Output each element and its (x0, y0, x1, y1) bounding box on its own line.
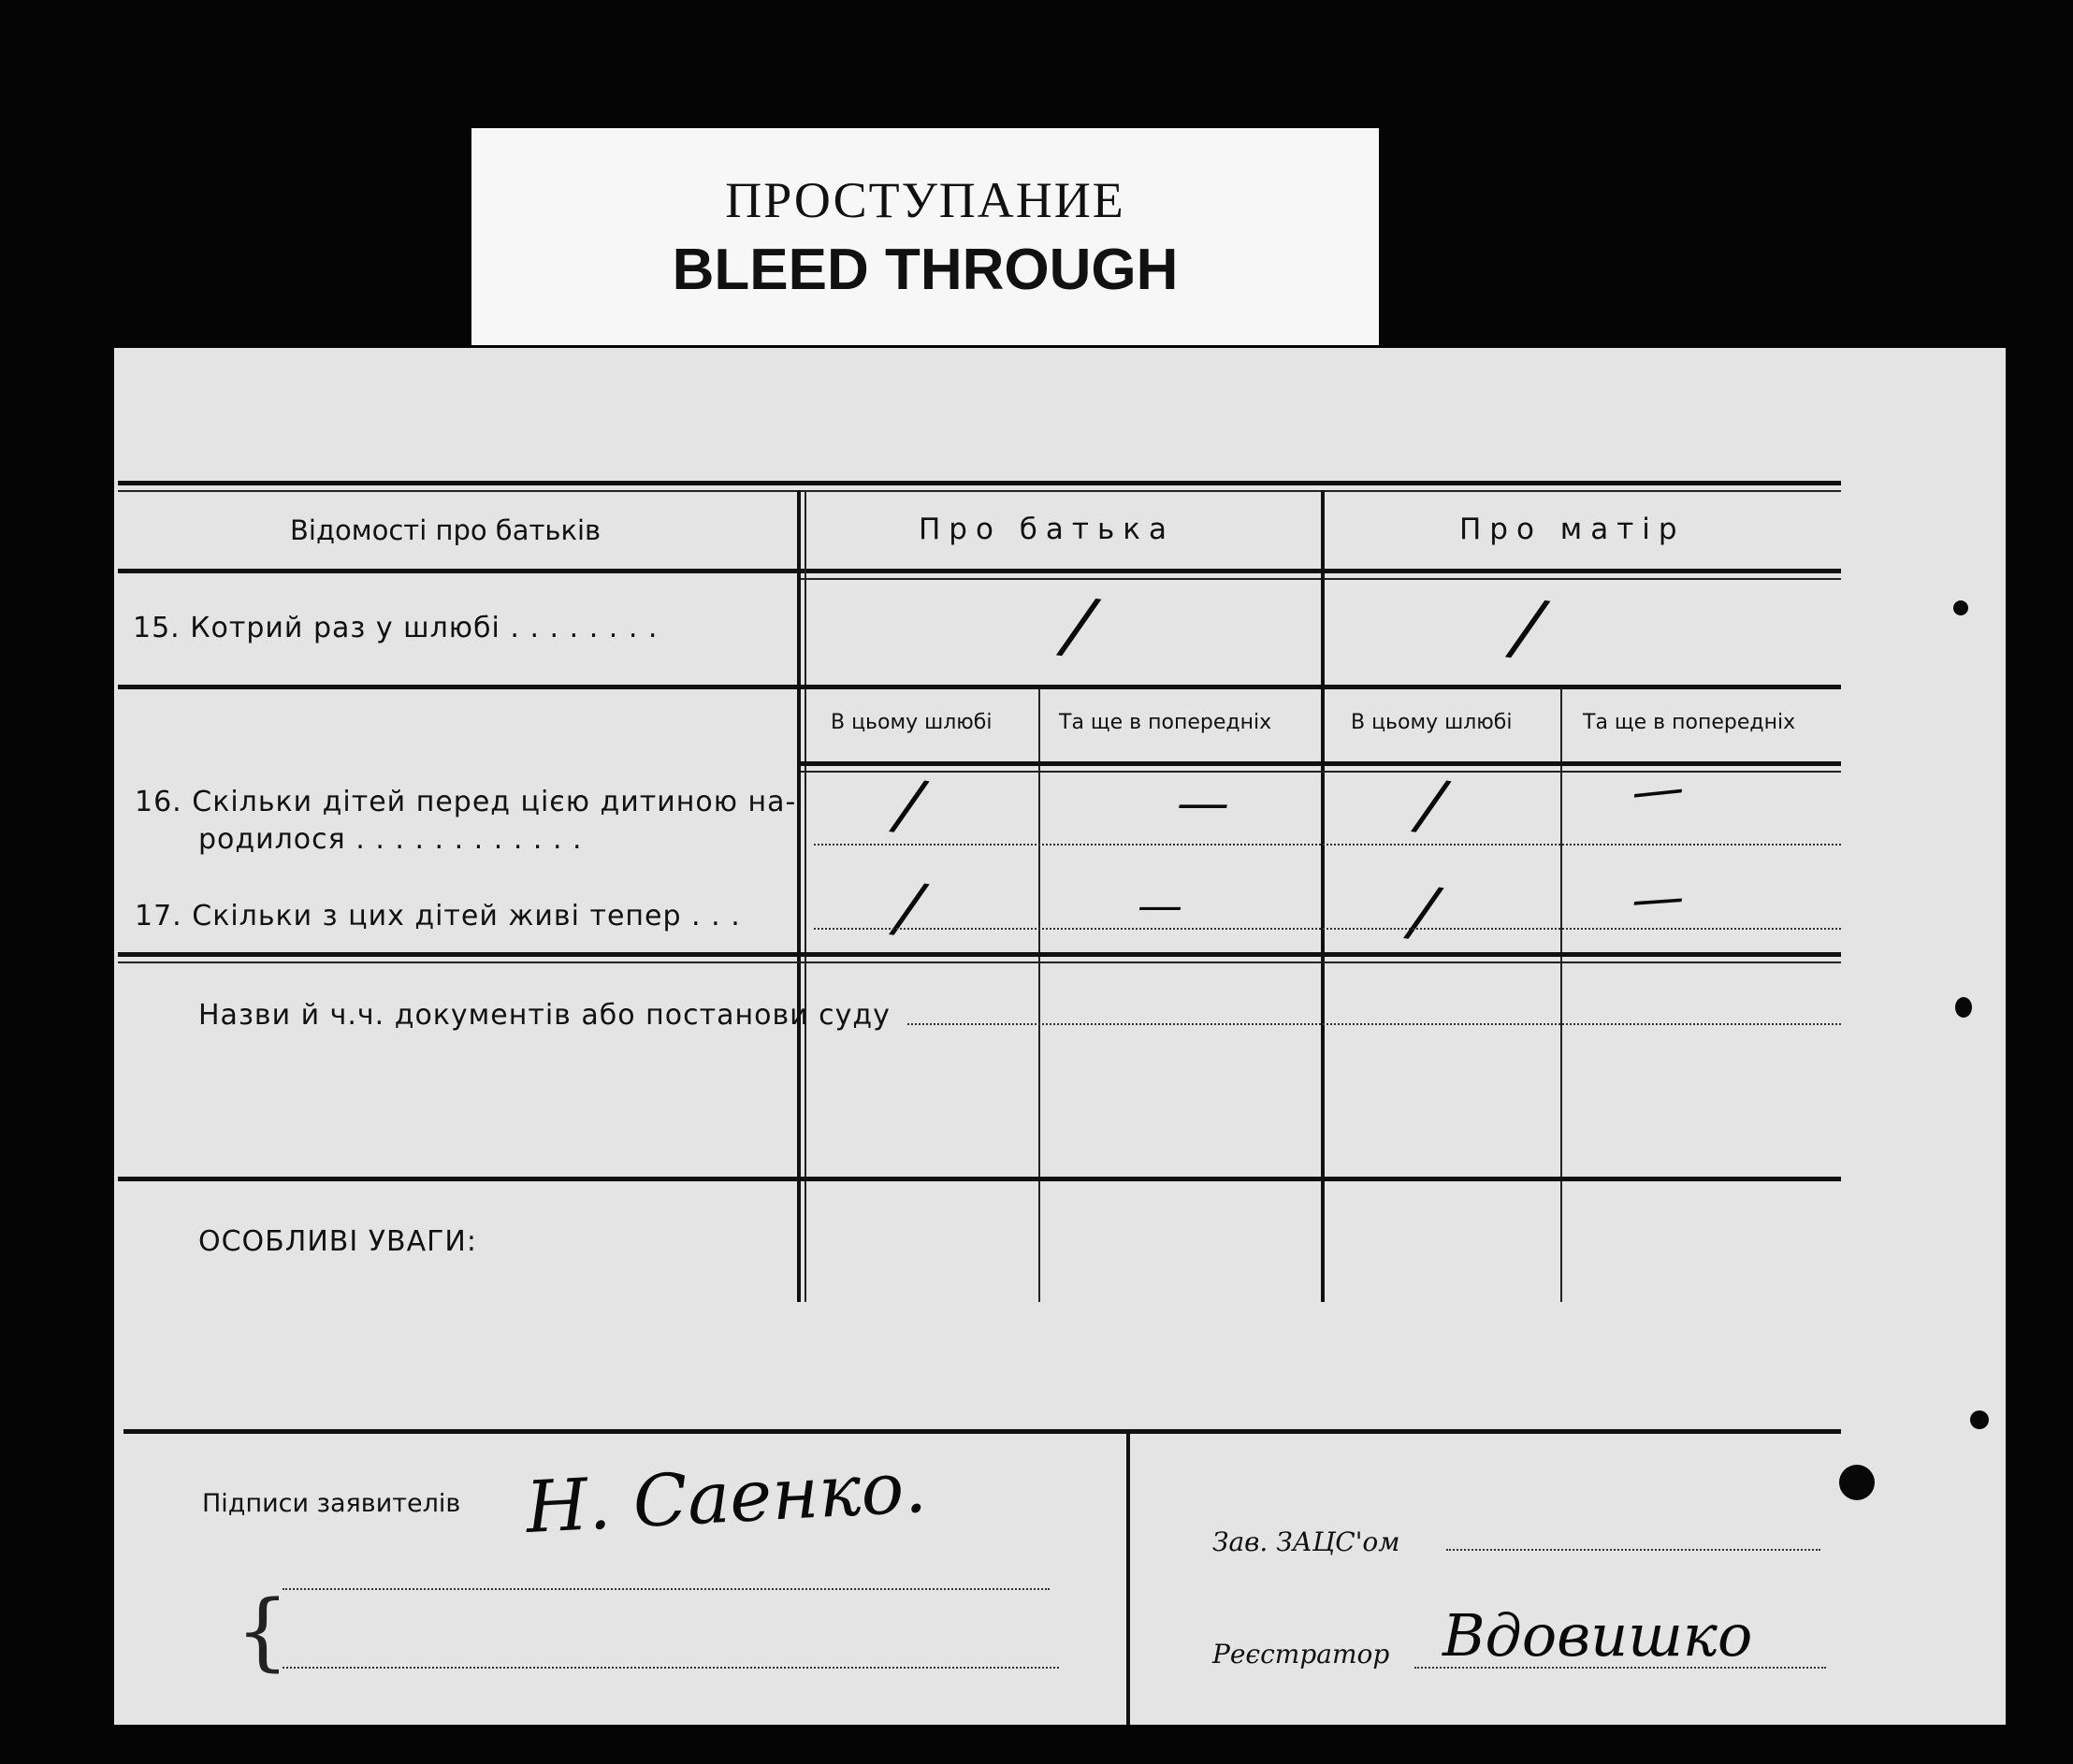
registrar-label: Реєстратор (1212, 1639, 1390, 1670)
punch-hole (1970, 1410, 1989, 1429)
remarks-rule (123, 1429, 1841, 1434)
row15-label: 15. Котрий раз у шлюбі . . . . . . . . (133, 612, 659, 644)
brace-icon: { (236, 1583, 290, 1681)
punch-hole (1953, 600, 1968, 615)
row17-dotted-rule (814, 928, 1841, 930)
row17-father-previous-value: — (1138, 879, 1182, 932)
row16-father-previous-value: — (1177, 773, 1229, 833)
subheader-rule-thin (801, 771, 1841, 773)
applicant-signature-line-2 (283, 1667, 1059, 1669)
row15-father-value: / (1060, 580, 1098, 671)
row16-label-line1: 16. Скільки дітей перед цією дитиною на- (135, 786, 797, 818)
row16-label-line2: родилося . . . . . . . . . . . . (198, 823, 583, 856)
applicant-signature: Н. Саенко. (523, 1444, 929, 1550)
registrar-signature-line (1414, 1667, 1826, 1669)
subheader-mother-this: В цьому шлюбі (1351, 711, 1513, 734)
row16-father-this-value: / (892, 763, 926, 846)
head-label: Зав. ЗАЦС'ом (1212, 1526, 1400, 1557)
punch-hole (1839, 1465, 1875, 1500)
header-rule (118, 569, 1841, 573)
row17-rule (118, 952, 1841, 957)
row15-rule (118, 685, 1841, 689)
signature-divider (1126, 1433, 1130, 1725)
row16-dotted-rule (814, 844, 1841, 846)
head-signature-line (1446, 1549, 1820, 1551)
punch-hole (1955, 997, 1972, 1018)
top-rule-thin (118, 490, 1841, 492)
top-rule (118, 481, 1841, 485)
subheader-mother-previous: Та ще в попередніх (1583, 711, 1796, 734)
bleed-through-label-card (471, 128, 1379, 345)
remarks-label: ОСОБЛИВІ УВАГИ: (198, 1225, 477, 1258)
row17-label: 17. Скільки з цих дітей живі тепер . . . (135, 900, 741, 933)
label-english: BLEED THROUGH (672, 238, 1179, 302)
documents-label: Назви й ч.ч. документів або постанови суду (198, 999, 891, 1032)
row16-mother-previous-value: — (1628, 757, 1688, 823)
subheader-rule (801, 761, 1841, 766)
row17-rule-thin (118, 962, 1841, 963)
registrar-signature: Вдовишко (1442, 1601, 1753, 1670)
documents-rule (118, 1177, 1841, 1181)
row15-mother-value: / (1509, 582, 1547, 672)
row17-father-this-value: / (892, 866, 926, 948)
header-mother: Про матір (1459, 513, 1686, 546)
subheader-father-previous: Та ще в попередніх (1059, 711, 1272, 734)
label-russian: ПРОСТУПАНИЕ (725, 172, 1125, 228)
applicant-signature-line-1 (283, 1588, 1050, 1590)
documents-dotted-line (907, 1023, 1841, 1025)
column-divider-mother-sub (1560, 687, 1562, 1302)
column-divider-father-sub (1038, 687, 1040, 1302)
header-parents: Відомості про батьків (290, 514, 602, 546)
header-father: Про батька (919, 513, 1175, 546)
row17-mother-this-value: / (1407, 870, 1441, 952)
subheader-father-this: В цьому шлюбі (831, 711, 993, 734)
row16-mother-this-value: / (1414, 763, 1448, 846)
applicants-label: Підписи заявителів (202, 1489, 461, 1518)
row17-mother-previous-value: — (1629, 866, 1687, 931)
form-sheet (114, 348, 2006, 1725)
